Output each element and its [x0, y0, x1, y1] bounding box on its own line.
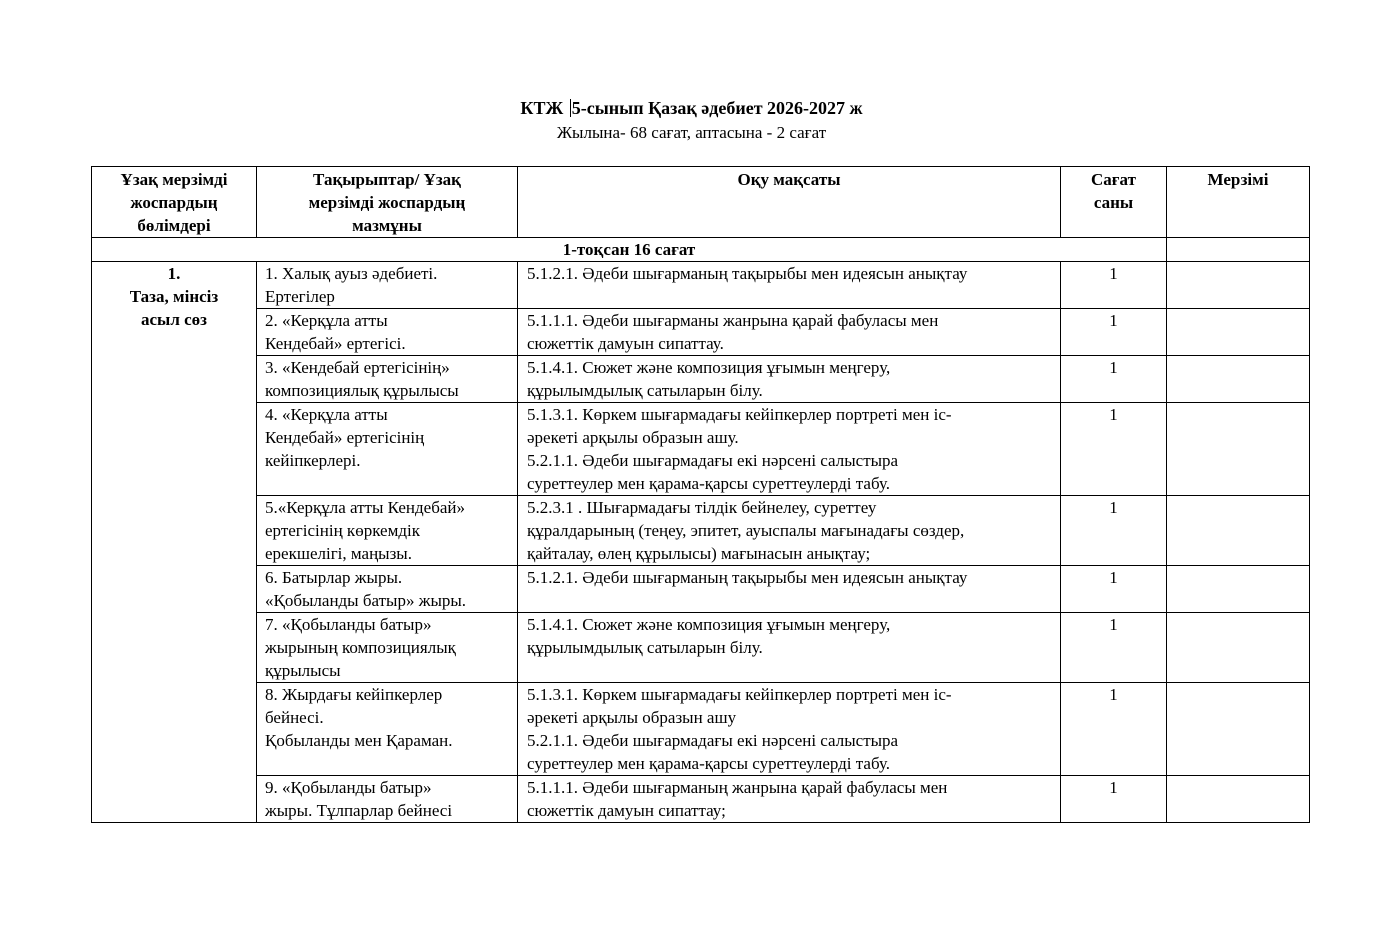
- section-cell: 1. Таза, мінсіз асыл сөз: [92, 262, 257, 823]
- topic-cell: 1. Халық ауыз әдебиеті. Ертегілер: [257, 262, 518, 309]
- deadline-cell: [1167, 356, 1310, 403]
- hours-cell: 1: [1061, 262, 1167, 309]
- table-row: [92, 309, 1310, 356]
- table-row: [92, 566, 1310, 613]
- hours-cell: 1: [1061, 356, 1167, 403]
- goal-cell: 5.1.2.1. Әдеби шығарманың тақырыбы мен идеясын анықтау: [518, 566, 1061, 613]
- table-row: [92, 613, 1310, 683]
- hours-cell: 1: [1061, 776, 1167, 823]
- goal-cell: 5.1.3.1. Көркем шығармадағы кейіпкерлер портреті мен іс- әрекеті арқылы образын ашу. 5.2.1.1. Әдеби шығармадағы екі нәрсені салыстыра суреттеулер мен қарама-қарсы суреттеулерді табу.: [518, 403, 1061, 496]
- deadline-cell: [1167, 613, 1310, 683]
- deadline-cell: [1167, 403, 1310, 496]
- table-row: [92, 403, 1310, 496]
- hours-cell: 1: [1061, 496, 1167, 566]
- hours-cell: 1: [1061, 566, 1167, 613]
- goal-cell: 5.1.1.1. Әдеби шығарманы жанрына қарай фабуласы мен сюжеттік дамуын сипаттау.: [518, 309, 1061, 356]
- column-header-topics: Тақырыптар/ Ұзақ мерзімді жоспардың мазмұны: [257, 167, 518, 238]
- topic-cell: 7. «Қобыланды батыр» жырының композициялық құрылысы: [257, 613, 518, 683]
- topic-cell: 4. «Керқұла атты Кендебай» ертегісінің кейіпкерлері.: [257, 403, 518, 496]
- table-row: [92, 683, 1310, 776]
- topic-cell: 2. «Керқұла атты Кендебай» ертегісі.: [257, 309, 518, 356]
- title-prefix: КТЖ: [520, 98, 568, 118]
- goal-cell: 5.1.4.1. Сюжет және композиция ұғымын меңгеру, құрылымдылық сатыларын білу.: [518, 613, 1061, 683]
- quarter-row: [92, 238, 1310, 262]
- quarter-deadline-cell: [1167, 238, 1310, 262]
- document-subtitle: Жылына- 68 сағат, аптасына - 2 сағат: [556, 123, 827, 142]
- hours-cell: 1: [1061, 613, 1167, 683]
- column-header-deadline: Мерзімі: [1167, 167, 1310, 238]
- goal-cell: 5.1.2.1. Әдеби шығарманың тақырыбы мен идеясын анықтау: [518, 262, 1061, 309]
- hours-cell: 1: [1061, 683, 1167, 776]
- goal-cell: 5.2.3.1 . Шығармадағы тілдік бейнелеу, суреттеу құралдарының (теңеу, эпитет, ауыспалы мағынадағы сөздер, қайталау, өлең құрылысы) мағынасын анықтау;: [518, 496, 1061, 566]
- deadline-cell: [1167, 566, 1310, 613]
- topic-cell: 5.«Керқұла атты Кендебай» ертегісінің көркемдік ерекшелігі, маңызы.: [257, 496, 518, 566]
- table-row: [92, 776, 1310, 823]
- text-cursor: [570, 99, 571, 117]
- hours-cell: 1: [1061, 309, 1167, 356]
- title-main: 5-сынып Қазақ әдебиет 2026-2027 ж: [571, 98, 863, 118]
- topic-cell: 9. «Қобыланды батыр» жыры. Тұлпарлар бейнесі: [257, 776, 518, 823]
- goal-cell: 5.1.1.1. Әдеби шығарманың жанрына қарай фабуласы мен сюжеттік дамуын сипаттау;: [518, 776, 1061, 823]
- table-row: [92, 262, 1310, 309]
- deadline-cell: [1167, 309, 1310, 356]
- deadline-cell: [1167, 683, 1310, 776]
- header-row: [92, 167, 1310, 238]
- topic-cell: 8. Жырдағы кейіпкерлер бейнесі. Қобыланды мен Қараман.: [257, 683, 518, 776]
- topic-cell: 3. «Кендебай ертегісінің» композициялық құрылысы: [257, 356, 518, 403]
- deadline-cell: [1167, 496, 1310, 566]
- goal-cell: 5.1.3.1. Көркем шығармадағы кейіпкерлер портреті мен іс- әрекеті арқылы образын ашу 5.2.1.1. Әдеби шығармадағы екі нәрсені салыстыра суреттеулер мен қарама-қарсы суреттеулерді табу.: [518, 683, 1061, 776]
- table-row: [92, 496, 1310, 566]
- goal-cell: 5.1.4.1. Сюжет және композиция ұғымын меңгеру, құрылымдылық сатыларын білу.: [518, 356, 1061, 403]
- column-header-goals: Оқу мақсаты: [518, 167, 1061, 238]
- table-row: [92, 356, 1310, 403]
- column-header-hours: Сағат саны: [1061, 167, 1167, 238]
- deadline-cell: [1167, 262, 1310, 309]
- column-header-sections: Ұзақ мерзімді жоспардың бөлімдері: [92, 167, 257, 238]
- hours-cell: 1: [1061, 403, 1167, 496]
- document-title: [0, 97, 1383, 120]
- plan-table: [91, 166, 1310, 823]
- quarter-label: 1-тоқсан 16 сағат: [92, 238, 1167, 262]
- deadline-cell: [1167, 776, 1310, 823]
- topic-cell: 6. Батырлар жыры. «Қобыланды батыр» жыры.: [257, 566, 518, 613]
